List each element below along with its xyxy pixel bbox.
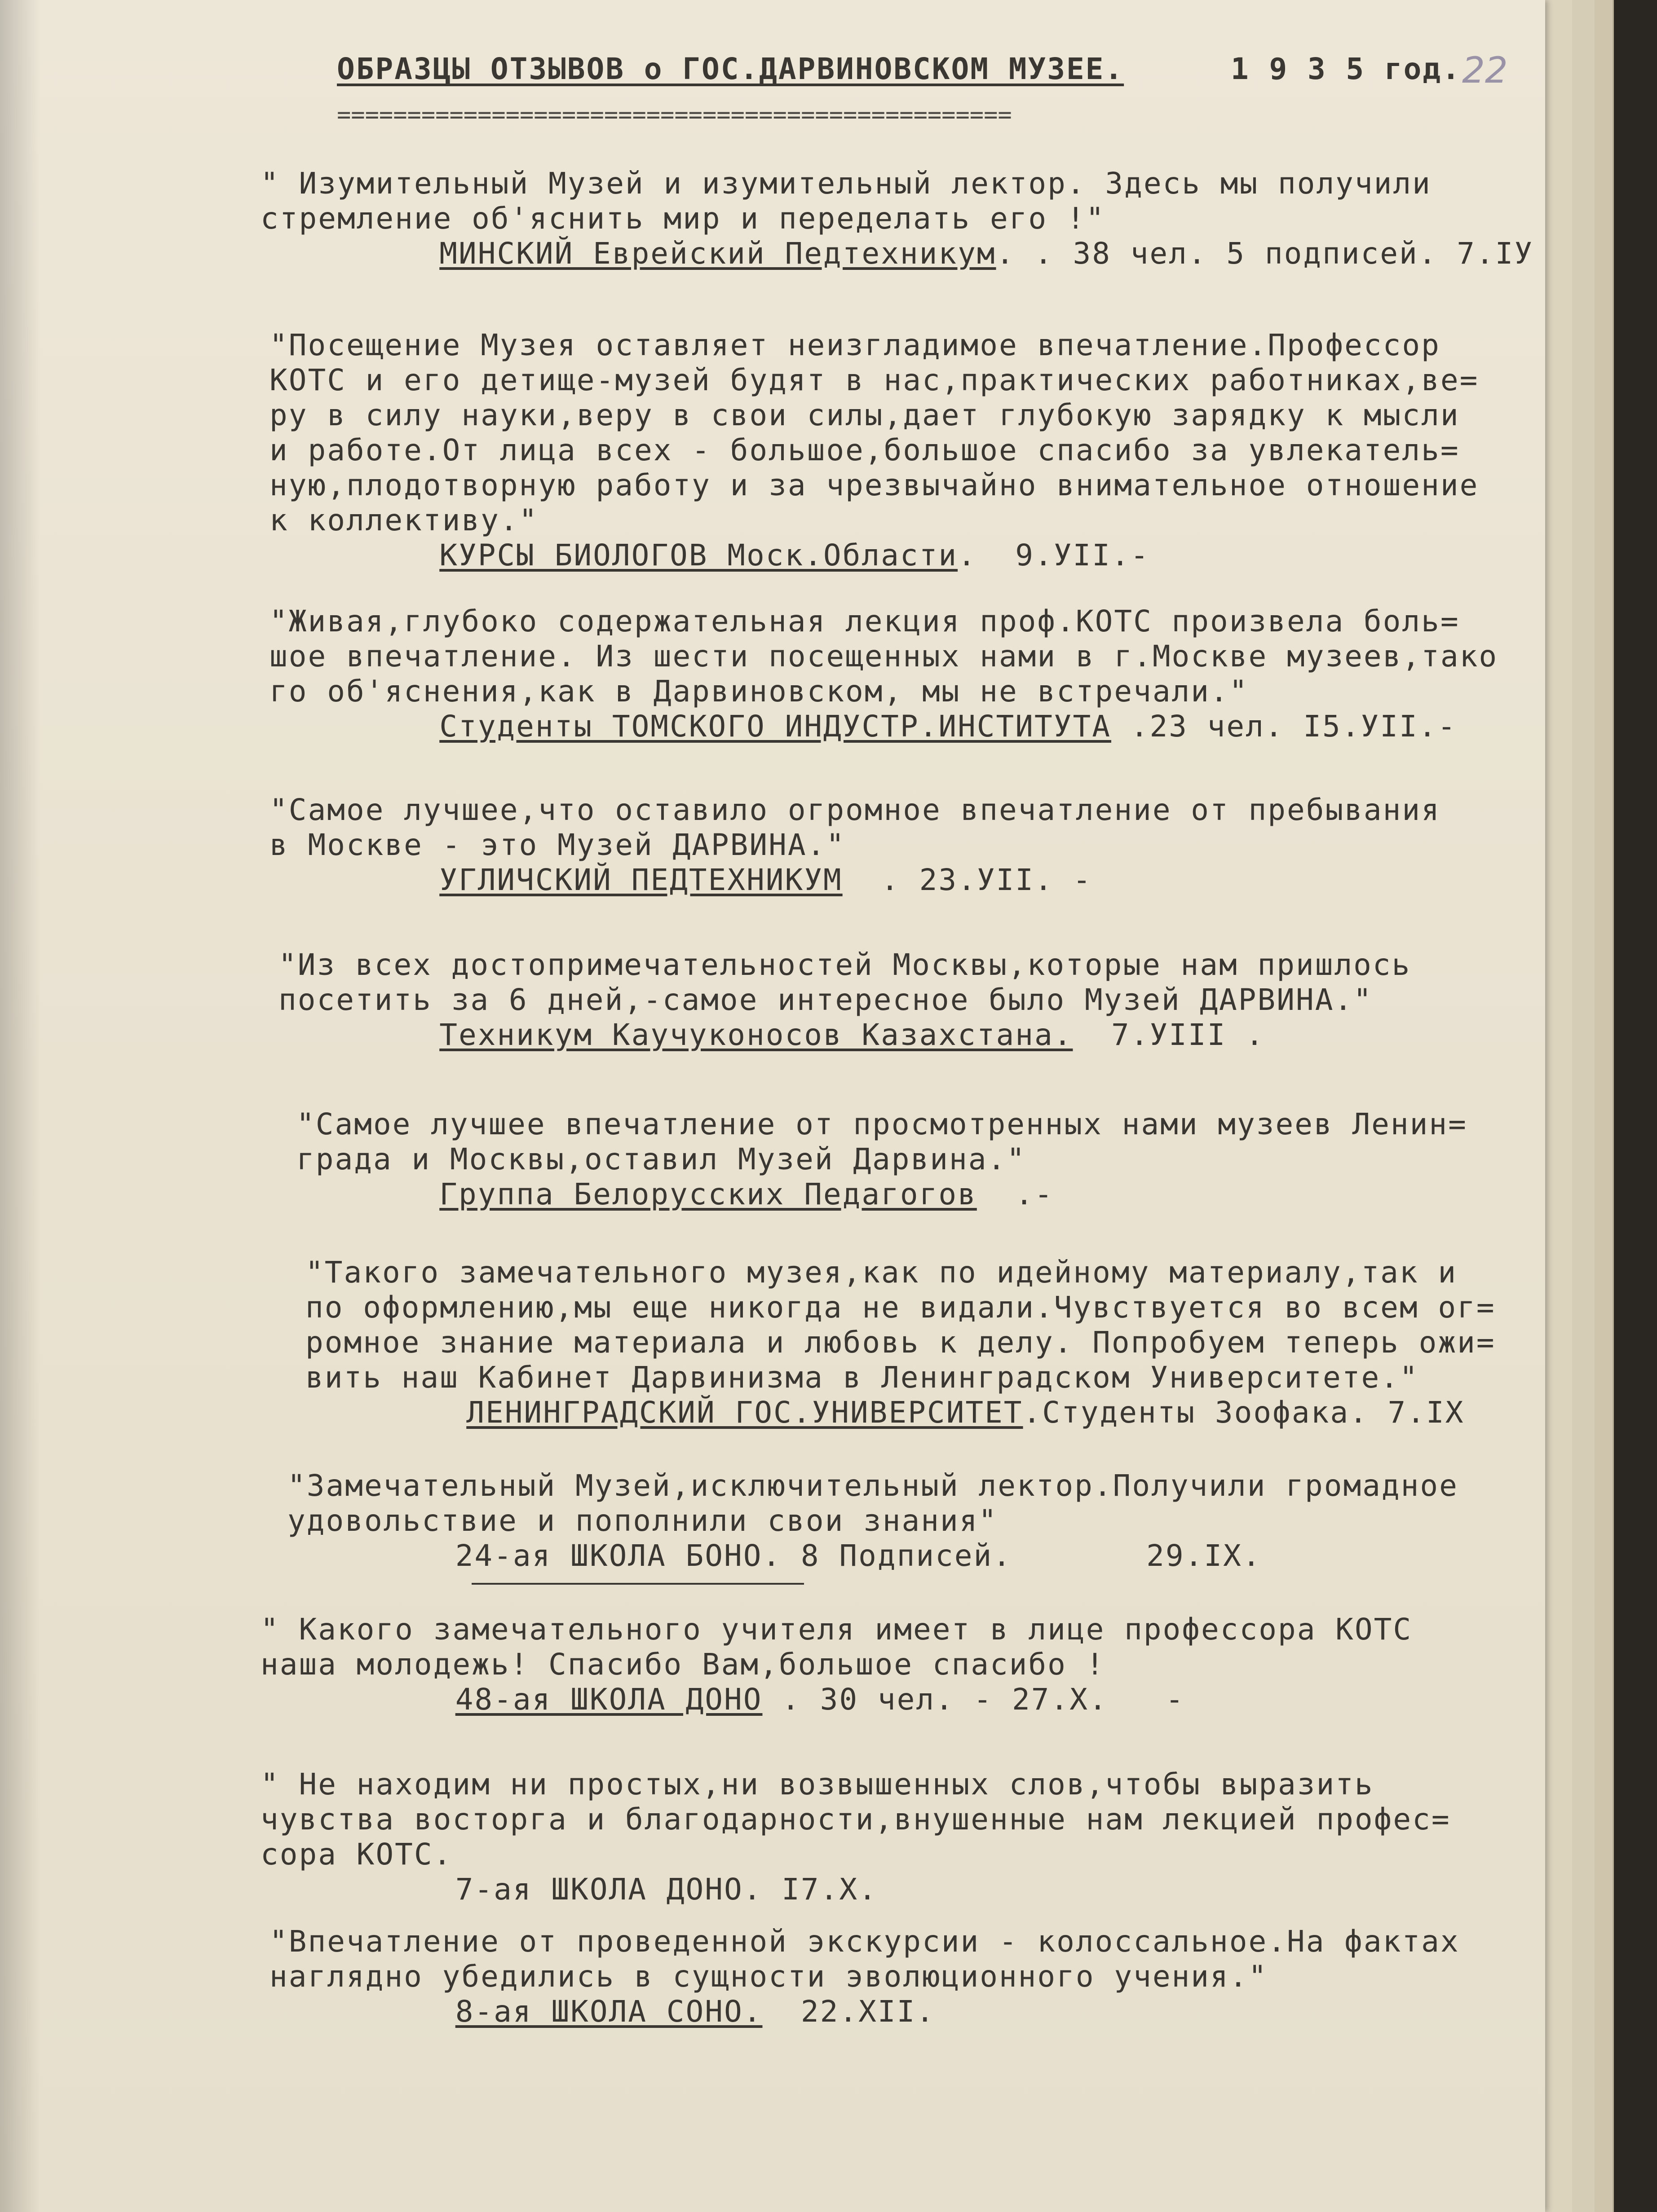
source-details: . 30 чел. - 27.X. - [762, 1682, 1185, 1717]
source-details: .- [977, 1177, 1054, 1212]
review-1 [261, 166, 1554, 271]
review-3 [261, 604, 1554, 744]
review-quote: "Из всех достопримечательностей Москвы,которые нам пришлось посетить за 6 дней,-самое интересное было Музей ДАРВИНА." [278, 947, 1411, 1017]
review-quote: "Посещение Музея оставляет неизгладимое впечатление.Профессор КОТС и его детище-музей будят в нас,практических работниках,ве= ру в силу науки,веру в свои силы,дает глубокую зарядку к мысли и работе.От лица всех - большое,большое спасибо за увлекатель= ную,плодотворную работу и за чрезвычайно внимательное отношение к коллективу." [270, 328, 1479, 538]
review-source [409, 1395, 1554, 1430]
review-source [359, 1538, 1554, 1573]
review-quote: "Живая,глубоко содержательная лекция проф.КОТС произвела боль= шое впечатление. Из шести посещенных нами в г.Москве музеев,тако го об'яснения,как в Дарвиновском, мы не встречали." [270, 604, 1498, 709]
source-prefix [359, 1538, 455, 1573]
review-quote: "Впечатление от проведенной экскурсии - колоссальное.На фактах наглядно убедились в сущности эволюционного учения." [270, 1924, 1460, 1994]
review-source [359, 1682, 1554, 1717]
review-source [382, 709, 1554, 744]
review-quote: " Какого замечательного учителя имеет в лице профессора КОТС наша молодежь! Спасибо Вам,большое спасибо ! [261, 1612, 1413, 1682]
source-prefix [359, 1682, 455, 1717]
review-source [382, 863, 1554, 898]
source-organization: МИНСКИЙ Еврейский Педтехникум [439, 236, 996, 271]
source-organization: Группа Белорусских Педагогов [439, 1177, 977, 1212]
review-quote: "Самое лучшее впечатление от просмотренных нами музеев Ленин= града и Москвы,оставил Музей Дарвина." [296, 1107, 1467, 1177]
binding-shadow [0, 0, 40, 2212]
review-11 [261, 1924, 1554, 2029]
source-prefix [382, 1177, 439, 1212]
page-stack-edge-3 [1595, 0, 1614, 2212]
source-details: .Студенты Зоофака. 7.IX [1023, 1395, 1465, 1430]
document-title: ОБРАЗЦЫ ОТЗЫВОВ о ГОС.ДАРВИНОВСКОМ МУЗЕЕ. [337, 52, 1124, 86]
separator-rule [472, 1583, 804, 1585]
review-4 [261, 793, 1554, 898]
source-organization: Студенты ТОМСКОГО ИНДУСТР.ИНСТИТУТА [439, 709, 1111, 744]
source-prefix [382, 709, 439, 744]
source-details: .23 чел. I5.УII.- [1111, 709, 1457, 744]
review-8 [261, 1468, 1554, 1573]
source-organization: 48-ая ШКОЛА ДОНО [455, 1682, 763, 1717]
source-details: . . 38 чел. 5 подписей. 7.IУ [996, 236, 1534, 271]
review-quote: "Такого замечательного музея,как по идейному материалу,так и по оформлению,мы еще никогда не видали.Чувствуется во всем ог= ромное знание материала и любовь к делу. Попробуем теперь ожи= вить наш Кабинет Дарвинизма в Ленинградском Университете." [305, 1255, 1496, 1395]
page-number: 22 [1462, 49, 1508, 91]
review-10 [261, 1767, 1554, 1907]
review-source [382, 1018, 1554, 1053]
review-source [359, 1994, 1554, 2029]
review-quote: "Самое лучшее,что оставило огромное впечатление от пребывания в Москве - это Музей ДАРВИНА." [270, 793, 1440, 862]
review-source [382, 236, 1554, 271]
review-quote: " Изумительный Музей и изумительный лектор. Здесь мы получили стремление об'яснить мир и переделать его !" [261, 166, 1432, 236]
review-source [359, 1872, 1554, 1907]
source-prefix [382, 236, 439, 271]
review-quote: " Не находим ни простых,ни возвышенных слов,чтобы выразить чувства восторга и благодарности,внушенные нам лекцией профес= сора КОТС. [261, 1767, 1451, 1872]
source-prefix [359, 1872, 455, 1907]
source-details: 24-ая ШКОЛА БОНО. 8 Подписей. 29.IX. [455, 1538, 1262, 1573]
source-details: . 9.УII.- [958, 538, 1150, 573]
source-details: . 23.УII. - [842, 863, 1092, 897]
document-year: 1 9 3 5 год. [1231, 52, 1461, 86]
source-prefix [359, 1994, 455, 2029]
source-details: 7.УIII . [1073, 1018, 1265, 1052]
source-prefix [409, 1395, 466, 1430]
source-prefix [382, 1018, 439, 1052]
review-source [382, 538, 1554, 573]
review-6 [261, 1107, 1554, 1212]
review-source [382, 1177, 1554, 1212]
source-organization: КУРСЫ БИОЛОГОВ Моск.Области [439, 538, 958, 573]
source-details: 7-ая ШКОЛА ДОНО. I7.X. [455, 1872, 878, 1907]
review-quote: "Замечательный Музей,исключительный лектор.Получили громадное удовольствие и пополнили свои знания" [287, 1468, 1458, 1538]
review-5 [261, 947, 1554, 1053]
source-prefix [382, 863, 439, 897]
source-organization: 8-ая ШКОЛА СОНО. [455, 1994, 763, 2029]
source-organization: УГЛИЧСКИЙ ПЕДТЕХНИКУМ [439, 863, 843, 897]
review-2 [261, 328, 1554, 573]
document-header [337, 52, 1460, 132]
review-7 [261, 1255, 1554, 1430]
source-prefix [382, 538, 439, 573]
source-details: 22.XII. [762, 1994, 936, 2029]
page-stack-edge-2 [1572, 0, 1596, 2212]
source-organization: ЛЕНИНГРАДСКИЙ ГОС.УНИВЕРСИТЕТ [466, 1395, 1023, 1430]
review-9 [261, 1612, 1554, 1717]
source-organization: Техникум Каучуконосов Казахстана. [439, 1018, 1073, 1052]
header-double-rule: ================================================ [337, 101, 1012, 128]
